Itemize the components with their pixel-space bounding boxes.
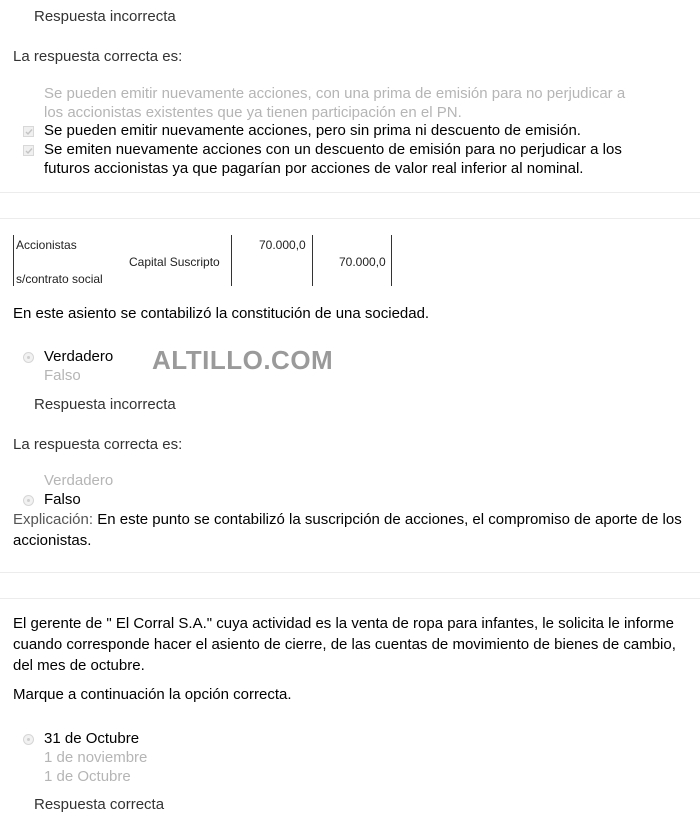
q2-option-falso-label: Falso [44, 367, 81, 384]
q1-option-2-label: Se pueden emitir nuevamente acciones, pero sin prima ni descuento de emisión. [44, 122, 581, 139]
q3-option-1-label: 31 de Octubre [44, 730, 140, 747]
q2-statement: En este asiento se contabilizó la constitución de una sociedad. [13, 305, 430, 322]
check-icon [25, 147, 33, 155]
debit-account: Accionistas [16, 238, 77, 252]
question-divider [0, 572, 700, 573]
q1-correct-heading: La respuesta correcta es: [13, 48, 183, 65]
question-divider [0, 192, 700, 193]
credit-account: Capital Suscripto [129, 255, 220, 269]
q1-option-2-checkbox[interactable] [23, 126, 34, 137]
watermark-logo: ALTILLO.COM [152, 345, 334, 375]
q2-correct-heading: La respuesta correcta es: [13, 436, 183, 453]
table-border [391, 235, 392, 286]
check-icon [25, 128, 33, 136]
q2-correct-verdadero: Verdadero [44, 472, 114, 489]
table-border [312, 235, 313, 286]
table-border [13, 235, 14, 286]
explanation-text: En este punto se contabilizó la suscripción de acciones, el compromiso de aporte de los accionistas. [13, 511, 682, 549]
debit-amount: 70.000,0 [259, 238, 306, 252]
q3-statement: El gerente de " El Corral S.A." cuya actividad es la venta de ropa para infantes, le solicita le informe cuando corresponde hacer el asiento de cierre, de las cuentas de movimiento de bienes de cambio, del mes de octubre. [13, 615, 676, 674]
journal-entry-table [13, 235, 393, 286]
q2-feedback: Respuesta incorrecta [34, 396, 176, 413]
q3-option-1-radio[interactable] [23, 734, 34, 745]
explanation-label: Explicación: [13, 511, 94, 528]
table-border [231, 235, 232, 286]
q2-explanation [13, 509, 697, 551]
q2-option-verdadero-label: Verdadero [44, 348, 114, 365]
question-divider [0, 218, 700, 219]
q3-feedback: Respuesta correcta [34, 796, 165, 813]
q1-option-3-checkbox[interactable] [23, 145, 34, 156]
credit-amount: 70.000,0 [339, 255, 386, 269]
q1-feedback: Respuesta incorrecta [34, 8, 176, 25]
q2-correct-falso-radio [23, 495, 34, 506]
q2-correct-falso: Falso [44, 491, 81, 508]
q3-option-2-label: 1 de noviembre [44, 749, 148, 766]
q1-option-1-line2: los accionistas existentes que ya tienen participación en el PN. [44, 104, 462, 121]
q2-option-verdadero-radio[interactable] [23, 352, 34, 363]
question-divider [0, 598, 700, 599]
q1-option-1-line1: Se pueden emitir nuevamente acciones, con una prima de emisión para no perjudicar a [44, 85, 626, 102]
q1-option-3-line2: futuros accionistas ya que pagarían por acciones de valor real inferior al nominal. [44, 160, 584, 177]
q3-instruction: Marque a continuación la opción correcta. [13, 686, 292, 703]
q1-option-3-line1: Se emiten nuevamente acciones con un descuento de emisión para no perjudicar a los [44, 141, 622, 158]
q3-option-3-label: 1 de Octubre [44, 768, 131, 785]
entry-note: s/contrato social [16, 272, 103, 286]
